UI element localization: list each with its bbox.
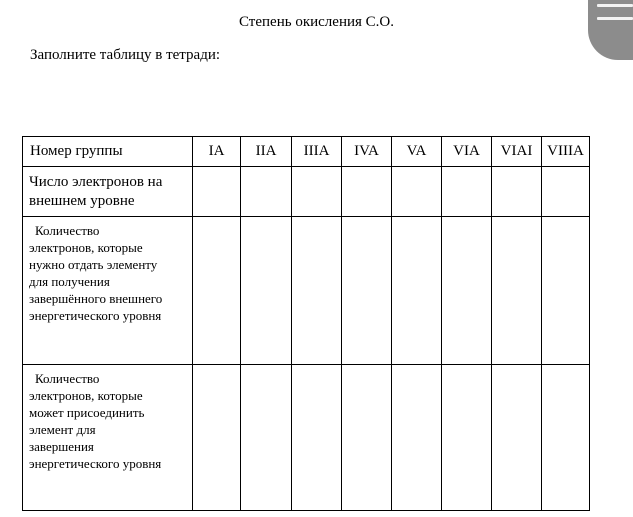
table-cell (292, 365, 342, 511)
table-cell (442, 217, 492, 365)
group-header-cell: VIIIA (542, 137, 590, 167)
table-cell (442, 167, 492, 217)
group-header-cell: IA (193, 137, 241, 167)
table-cell (342, 365, 392, 511)
table-row (23, 167, 590, 217)
group-header-cell: IIIA (292, 137, 342, 167)
table-cell (492, 217, 542, 365)
table-row (23, 217, 590, 365)
group-header-cell: IIA (241, 137, 292, 167)
row-label-cell: Количество электронов, которые может присоединить элемент для завершения энергетического уровня (23, 365, 193, 511)
header-label-cell: Номер группы (23, 137, 193, 167)
oxidation-table (22, 136, 590, 511)
table-cell (442, 365, 492, 511)
table-cell (542, 365, 590, 511)
group-header-cell: VIAI (492, 137, 542, 167)
row-label-cell: Количество электронов, которые нужно отдать элементу для получения завершённого внешнего энергетического уровня (23, 217, 193, 365)
table-cell (292, 167, 342, 217)
table-cell (193, 167, 241, 217)
table-cell (542, 217, 590, 365)
table-cell (542, 167, 590, 217)
table-cell (392, 365, 442, 511)
table-cell (241, 365, 292, 511)
table-header-row (23, 137, 590, 167)
table-cell (241, 167, 292, 217)
page-title: Степень окисления С.О. (239, 14, 394, 30)
table-cell (193, 365, 241, 511)
table-cell (492, 167, 542, 217)
table-cell (342, 167, 392, 217)
hamburger-menu-icon (597, 4, 633, 7)
table-row (23, 365, 590, 511)
group-header-cell: VIA (442, 137, 492, 167)
group-header-cell: VA (392, 137, 442, 167)
table-cell (342, 217, 392, 365)
table-cell (193, 217, 241, 365)
table-cell (292, 217, 342, 365)
instruction-text: Заполните таблицу в тетради: (30, 47, 221, 63)
table-cell (241, 217, 292, 365)
group-header-cell: IVA (342, 137, 392, 167)
row-label-cell: Число электронов на внешнем уровне (23, 167, 193, 217)
table-cell (392, 167, 442, 217)
hamburger-menu-icon-bar (597, 17, 633, 20)
table-cell (392, 217, 442, 365)
table-cell (492, 365, 542, 511)
menu-button[interactable] (588, 0, 633, 60)
